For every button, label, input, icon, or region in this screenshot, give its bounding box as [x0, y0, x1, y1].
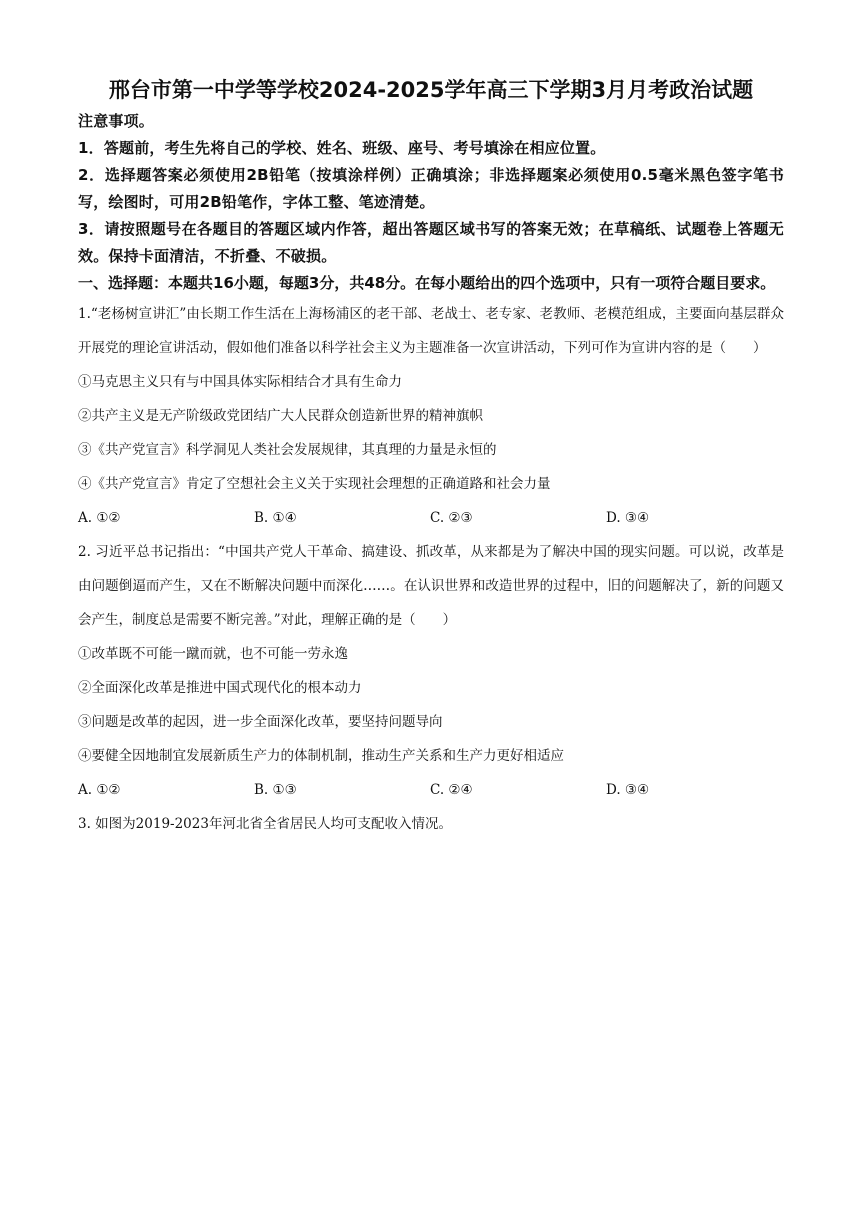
question-2	[78, 535, 784, 807]
statement-item: ②共产主义是无产阶级政党团结广大人民群众创造新世界的精神旗帜	[78, 408, 483, 424]
question-stem: 1.“老杨树宣讲汇”由长期工作生活在上海杨浦区的老干部、老战士、老专家、老教师、老模范组成，主要面向基层群众开展党的理论宣讲活动，假如他们准备以科学社会主义为主题准备一次宣讲活动，下列可作为宣讲内容的是（ ）	[78, 306, 784, 356]
question-1	[78, 297, 784, 535]
choice-d[interactable]: D. ③④	[606, 782, 650, 798]
choice-b[interactable]: B. ①④	[254, 510, 297, 526]
question-stem: 3. 如图为2019-2023年河北省全省居民人均可支配收入情况。	[78, 816, 452, 832]
statement-item: ②全面深化改革是推进中国式现代化的根本动力	[78, 680, 362, 696]
page-title: 邢台市第一中学等学校2024-2025学年高三下学期3月月考政治试题	[108, 78, 754, 102]
choice-d[interactable]: D. ③④	[606, 510, 650, 526]
notice-heading: 注意事项。	[78, 112, 155, 130]
section-heading: 一、选择题：本题共16小题，每题3分，共48分。在每小题给出的四个选项中，只有一项符合题目要求。	[78, 274, 776, 292]
statement-item: ③问题是改革的起因，进一步全面深化改革，要坚持问题导向	[78, 714, 443, 730]
statement-item: ①马克思主义只有与中国具体实际相结合才具有生命力	[78, 374, 402, 390]
notice-item: 2．选择题答案必须使用2B铅笔（按填涂样例）正确填涂；非选择题案必须使用0.5毫米黑色签字笔书写，绘图时，可用2B铅笔作，字体工整、笔迹清楚。	[78, 166, 784, 211]
question-stem: 2. 习近平总书记指出：“中国共产党人干革命、搞建设、抓改革，从来都是为了解决中国的现实问题。可以说，改革是由问题倒逼而产生，又在不断解决问题中而深化……。在认识世界和改造世界的过程中，旧的问题解决了，新的问题又会产生，制度总是需要不断完善。”对此，理解正确的是（ ）	[78, 544, 784, 628]
notice-block	[78, 108, 784, 270]
choice-c[interactable]: C. ②③	[430, 510, 473, 526]
statement-item: ④要健全因地制宜发展新质生产力的体制机制，推动生产关系和生产力更好相适应	[78, 748, 564, 764]
statement-item: ④《共产党宣言》肯定了空想社会主义关于实现社会理想的正确道路和社会力量	[78, 476, 551, 492]
notice-item: 3．请按照题号在各题目的答题区域内作答，超出答题区域书写的答案无效；在草稿纸、试题卷上答题无效。保持卡面清洁，不折叠、不破损。	[78, 220, 784, 265]
statement-item: ①改革既不可能一蹴而就，也不可能一劳永逸	[78, 646, 348, 662]
statement-item: ③《共产党宣言》科学洞见人类社会发展规律，其真理的力量是永恒的	[78, 442, 497, 458]
answer-choices	[78, 773, 784, 807]
choice-a[interactable]: A. ①②	[78, 782, 121, 798]
question-3	[78, 807, 784, 841]
choice-b[interactable]: B. ①③	[254, 782, 297, 798]
choice-a[interactable]: A. ①②	[78, 510, 121, 526]
answer-choices	[78, 501, 784, 535]
notice-item: 1．答题前，考生先将自己的学校、姓名、班级、座号、考号填涂在相应位置。	[78, 139, 606, 157]
choice-c[interactable]: C. ②④	[430, 782, 473, 798]
exam-page	[78, 72, 784, 841]
